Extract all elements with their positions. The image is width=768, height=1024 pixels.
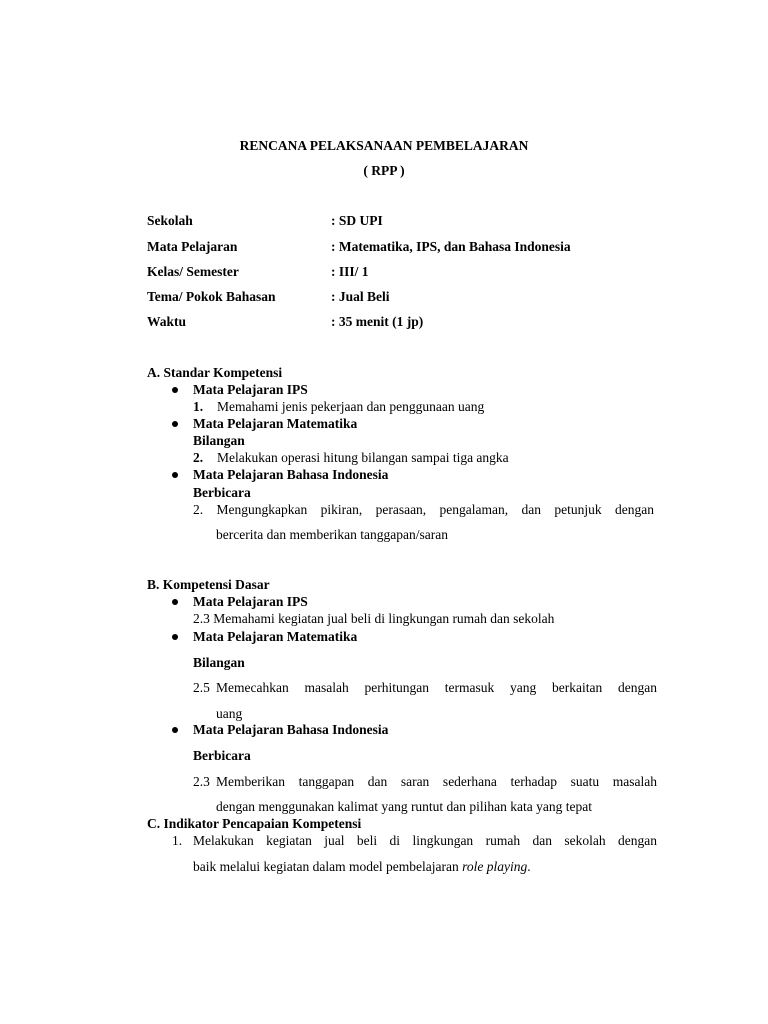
section-c-item1-line2-em: role playing xyxy=(462,859,528,874)
info-label-waktu: Waktu xyxy=(147,314,187,329)
section-a-mtk-title: Mata Pelajaran Matematika xyxy=(193,416,358,431)
section-a-mtk-sub: Bilangan xyxy=(193,433,245,448)
section-a-mtk-text: Melakukan operasi hitung bilangan sampai tiga angka xyxy=(217,450,509,465)
info-value-sekolah: : SD UPI xyxy=(331,213,383,228)
section-b-mtk-line1: Memecahkan masalah perhitungan termasuk yang berkaitan dengan xyxy=(216,680,657,695)
section-a-ips-title: Mata Pelajaran IPS xyxy=(193,382,308,397)
info-label-mapel: Mata Pelajaran xyxy=(147,239,238,254)
section-b-mtk-sub: Bilangan xyxy=(193,655,245,670)
bullet-icon xyxy=(172,599,178,605)
section-b-bi-sub: Berbicara xyxy=(193,748,251,763)
info-value-mapel: : Matematika, IPS, dan Bahasa Indonesia xyxy=(331,239,571,254)
section-c-item1-line2 xyxy=(193,859,531,875)
section-b-bi-line2: dengan menggunakan kalimat yang runtut dan pilihan kata yang tepat xyxy=(216,799,593,814)
section-b-bi-line1: Memberikan tanggapan dan saran sederhana terhadap suatu masalah xyxy=(216,774,657,789)
section-c-item1-line1: Melakukan kegiatan jual beli di lingkungan rumah dan sekolah dengan xyxy=(193,833,657,848)
bullet-icon xyxy=(172,727,178,733)
section-b-bi-num: 2.3 xyxy=(193,774,210,789)
bullet-icon xyxy=(172,387,178,393)
section-b-mtk-title: Mata Pelajaran Matematika xyxy=(193,629,358,644)
section-a-bi-title: Mata Pelajaran Bahasa Indonesia xyxy=(193,467,389,482)
section-a-bi-line1: 2. Mengungkapkan pikiran, perasaan, pengalaman, dan petunjuk dengan xyxy=(193,502,654,517)
section-b-heading: B. Kompetensi Dasar xyxy=(147,577,270,592)
section-a-bi-line2: bercerita dan memberikan tanggapan/saran xyxy=(216,527,449,542)
section-b-bi-title: Mata Pelajaran Bahasa Indonesia xyxy=(193,722,389,737)
section-b-mtk-num: 2.5 xyxy=(193,680,210,695)
section-c-item1-num: 1. xyxy=(172,833,183,848)
info-label-sekolah: Sekolah xyxy=(147,213,193,228)
bullet-icon xyxy=(172,634,178,640)
section-a-ips-num: 1. xyxy=(193,399,204,414)
section-b-mtk-line2: uang xyxy=(216,706,243,721)
section-c-item1-line2-pre: baik melalui kegiatan dalam model pembelajaran xyxy=(193,859,463,874)
section-a-heading: A. Standar Kompetensi xyxy=(147,365,283,380)
info-value-kelas: : III/ 1 xyxy=(331,264,369,279)
section-a-bi-sub: Berbicara xyxy=(193,485,251,500)
bullet-icon xyxy=(172,421,178,427)
bullet-icon xyxy=(172,472,178,478)
document-title: RENCANA PELAKSANAAN PEMBELAJARAN xyxy=(239,138,529,153)
info-label-kelas: Kelas/ Semester xyxy=(147,264,239,279)
section-b-ips-title: Mata Pelajaran IPS xyxy=(193,594,308,609)
section-a-ips-text: Memahami jenis pekerjaan dan penggunaan uang xyxy=(217,399,485,414)
section-a-mtk-num: 2. xyxy=(193,450,204,465)
section-b-ips-text: 2.3 Memahami kegiatan jual beli di lingkungan rumah dan sekolah xyxy=(193,611,555,626)
section-c-heading: C. Indikator Pencapaian Kompetensi xyxy=(147,816,362,831)
document-subtitle: ( RPP ) xyxy=(363,163,405,178)
info-value-tema: : Jual Beli xyxy=(331,289,390,304)
info-value-waktu: : 35 menit (1 jp) xyxy=(331,314,424,329)
section-c-item1-line2-post: . xyxy=(527,859,531,874)
info-label-tema: Tema/ Pokok Bahasan xyxy=(147,289,276,304)
